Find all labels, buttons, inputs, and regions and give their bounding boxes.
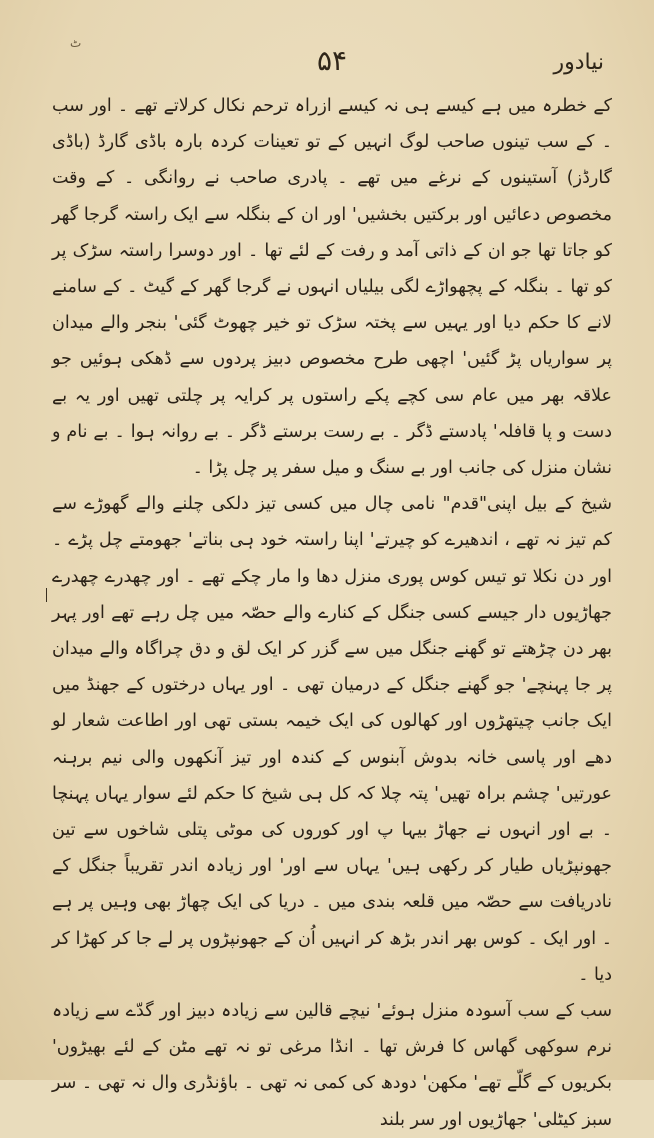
paragraph-2: شیخ کے بیل اپنی"قدم" نامی چال میں کسی تیز دلکی چلنے والے گھوڑے سے کم تیز نہ تھے ، اندھیرے کو چیرتے' اپنا راستہ خود ہی بناتے' جھومتے چل پڑے ۔ اور دن نکلا تو تیس کوس پوری منزل دھا وا مار چکے تھے ۔ اور چھدرے چھدرے جھاڑیوں دار جیسے کسی جنگل کے کنارے والے حصّہ میں چل رہے تھے اور پہر بھر دن چڑھتے تو گھنے جنگل میں سے گزر کر ایک لق و دق چراگاہ والے میدان پر جا پہنچے' جو گھنے جنگل کے درمیان تھی ۔ اور یہاں درختوں کے جھنڈ میں ایک جانب چیتھڑوں اور کھالوں کی ایک خیمہ بستی تھی اور اطاعت شعار لو دھے اور پاسی خانہ بدوش آبنوس کے کندہ اور تیز آنکھوں والی نیم برہنہ عورتیں' چشم براہ تھیں' پتہ چلا کہ کل ہی شیخ کا حکم لئے سوار یہاں پہنچا ۔ بے اور انہوں نے جھاڑ بیہا پ اور کوروں کی موٹی پتلی شاخوں سے تین جھونپڑیاں طیار کر رکھی ہیں' یہاں سے اور' اور زیادہ اندر تقریباً جنگل کے نادریافت سے حصّہ میں قلعہ بندی میں ۔ دریا کی ایک چھاڑ بھی وہیں پر ہے ۔ اور ایک ۔ کوس بھر اندر بڑھ کر انہیں اُن کے جھونپڑوں پر لے جا کر کھڑا کر دیا ۔ xyxy=(52,494,612,985)
paragraph-3: سب کے سب آسودہ منزل ہوئے' نیچے قالین سے زیادہ دبیز اور گدّے سے زیادہ نرم سوکھی گھاس کا فرش تھا ۔ انڈا مرغی تو نہ تھے مٹن کے لئے بھیڑوں' بکریوں کے گلّے تھے' مکھن' دودھ کی کمی نہ تھی ۔ باؤنڈری وال نہ تھی ۔ سر سبز کیٹلی' جھاڑیوں اور سر بلند xyxy=(52,1001,612,1130)
paragraph-1: کے خطرہ میں ہے کیسے ہی نہ کیسے ازراہ ترحم نکال کرلاتے تھے ۔ اور سب ۔ کے سب تینوں صاحب لوگ انہیں کے تو تعینات کردہ بارہ باڈی گارڈ (باڈی گارڈز) آستینوں کے نرغے میں تھے ۔ پادری صاحب نے روانگی ۔ کے وقت مخصوص دعائیں اور برکتیں بخشیں' اور ان کے بنگلہ سے ایک راستہ گرجا گھر کو جاتا تھا جو ان کے ذاتی آمد و رفت کے لئے تھا ۔ اور دوسرا راستہ سڑک پر کو تھا ۔ بنگلہ کے پچھواڑے لگی بیلیاں انہوں نے گرجا گھر کے گیٹ ۔ کے سامنے لانے کا حکم دیا اور یہیں سے پختہ سڑک تو خیر چھوٹ گئی' بنجر والے میدان پر سواریاں پڑ گئیں' اچھی طرح مخصوص دبیز پردوں سے ڈھکی ہوئیں جو علاقہ بھر میں عام سی کچے پکے راستوں پر کرایہ پر چلتی تھیں اور یہ بے دست و پا قافلہ' پادستے ڈگر ۔ بے رست برستے ڈگر ۔ بے روانہ ہوا ۔ بے نام و نشان منزل کی جانب اور بے سنگ و میل سفر پر چل پڑا ۔ xyxy=(52,96,612,479)
margin-tick-mark xyxy=(46,588,47,602)
corner-mark: ٹ xyxy=(70,36,82,50)
page-header xyxy=(60,44,604,84)
page-number: ۵۴ xyxy=(316,44,348,77)
running-title: نیادور xyxy=(553,50,604,75)
body-text xyxy=(52,88,612,1138)
